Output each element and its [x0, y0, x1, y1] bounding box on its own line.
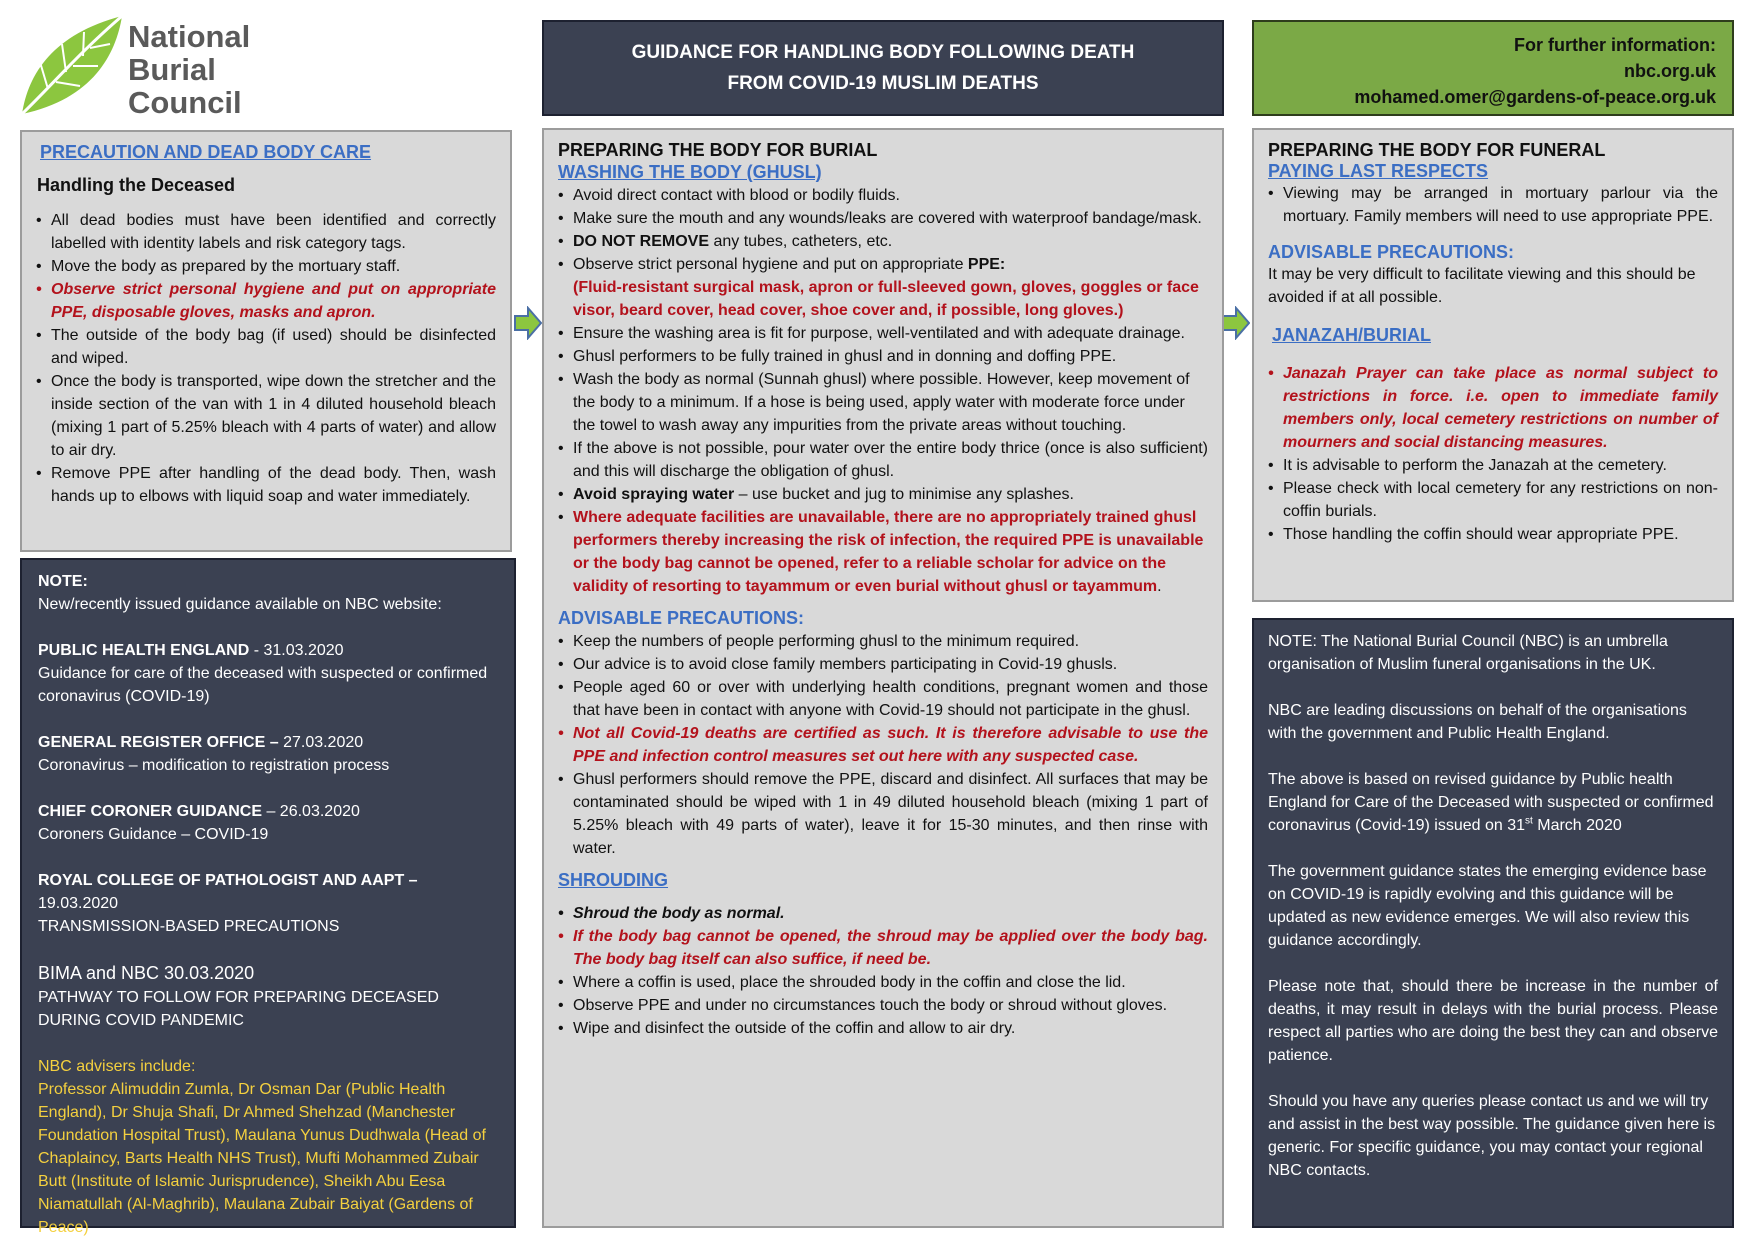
page-title-line2: FROM COVID-19 MUSLIM DEATHS [727, 73, 1039, 94]
list-item: • Avoid direct contact with blood or bodily fluids. [558, 184, 1208, 207]
precaution-heading[interactable]: PRECAUTION AND DEAD BODY CARE [40, 142, 372, 162]
list-item: • Viewing may be arranged in mortuary parlour via the mortuary. Family members will need to use appropriate PPE. [1268, 182, 1718, 228]
funeral-advisable-heading: ADVISABLE PRECAUTIONS: [1268, 242, 1515, 262]
page-title-banner [542, 20, 1224, 116]
note-intro: New/recently issued guidance available on NBC website: [38, 596, 442, 613]
list-item: • Keep the numbers of people performing ghusl to the minimum required. [558, 630, 1208, 653]
list-item: • Make sure the mouth and any wounds/leaks are covered with waterproof bandage/mask. [558, 207, 1208, 230]
list-item: • Ghusl performers to be fully trained in ghusl and in donning and doffing PPE. [558, 345, 1208, 368]
guidance-bima[interactable]: BIMA and NBC 30.03.2020 [38, 963, 255, 983]
guidance-bima-desc: PATHWAY TO FOLLOW FOR PREPARING DECEASED DURING COVID PANDEMIC [38, 989, 439, 1029]
list-item: • Where adequate facilities are unavailable, there are no appropriately trained ghusl performers thereby increasing the risk of infection, the required PPE is unavailable or the body bag cannot be opened, refer to a reliable scholar for advice on the validity of resorting to tayammum or even burial without ghusl or tayammum. [558, 506, 1208, 598]
list-item: • Remove PPE after handling of the dead body. Then, wash hands up to elbows with liquid soap and water immediately. [36, 462, 496, 508]
list-item: • Janazah Prayer can take place as normal subject to restrictions in force. i.e. open to immediate family members only, local cemetery restrictions on number of mourners and social distancing measures. [1268, 362, 1718, 454]
nbc-logo [18, 14, 278, 120]
about-paragraph: NBC are leading discussions on behalf of the organisations with the government and Public Health England. [1268, 702, 1687, 742]
janazah-heading[interactable]: JANAZAH/BURIAL [1272, 325, 1431, 345]
shrouding-heading[interactable]: SHROUDING [558, 870, 669, 890]
washing-heading[interactable]: WASHING THE BODY (GHUSL) [558, 162, 822, 182]
advisers-list: Professor Alimuddin Zumla, Dr Osman Dar (Public Health England), Dr Shuja Shafi, Dr Ahmed Shehzad (Manchester Foundation Hospital Trust), Maulana Yunus Dudhwala (Head of Chaplaincy, Barts Health NHS Trust), Mufti Mohammed Zubair Butt (Institute of Islamic Jurisprudence), Sheikh Abu Eesa Niamatullah (Al-Maghrib), Maulana Zubair Baiyat (Gardens of Peace) [38, 1081, 486, 1236]
about-paragraph: Please note that, should there be increase in the number of deaths, it may result in delays with the burial process. Please respect all parties who are doing the best they can and observe patience. [1268, 978, 1718, 1064]
burial-advisable-heading: ADVISABLE PRECAUTIONS: [558, 608, 805, 628]
list-item: • People aged 60 or over with underlying health conditions, pregnant women and those that have been in contact with anyone with Covid-19 should not participate in the ghusl. [558, 676, 1208, 722]
about-paragraph: The government guidance states the emerging evidence base on COVID-19 is rapidly evolving and this guidance will be updated as new evidence emerges. We will also review this guidance accordingly. [1268, 863, 1707, 949]
funeral-panel [1252, 128, 1734, 602]
guidance-gro-desc: Coronavirus – modification to registration process [38, 757, 390, 774]
logo-text: National Burial Council [128, 19, 251, 120]
list-item: • Wipe and disinfect the outside of the coffin and allow to air dry. [558, 1017, 1208, 1040]
list-item: • The outside of the body bag (if used) should be disinfected and wiped. [36, 324, 496, 370]
email-link[interactable]: mohamed.omer@gardens-of-peace.org.uk [1354, 87, 1716, 107]
guidance-rcp-desc: TRANSMISSION-BASED PRECAUTIONS [38, 918, 340, 935]
respects-heading[interactable]: PAYING LAST RESPECTS [1268, 161, 1489, 181]
list-item: • Ghusl performers should remove the PPE, discard and disinfect. All surfaces that may be contaminated should be wiped with 1 in 49 diluted household bleach (mixing 1 part of 5.25% bleach with 49 parts of water), leave it for 15-30 minutes, and then rinse with water. [558, 768, 1208, 860]
list-item: • Once the body is transported, wipe down the stretcher and the inside section of the van with 1 in 4 diluted household bleach (mixing 1 part of 5.25% bleach with 4 parts of water) and allow to air dry. [36, 370, 496, 462]
guidance-phe[interactable]: PUBLIC HEALTH ENGLAND - 31.03.2020 [38, 642, 344, 659]
list-item: • Wash the body as normal (Sunnah ghusl) where possible. However, keep movement of the body to a minimum. If a hose is being used, apply water with moderate force under the towel to wash away any impurities from the private areas without touching. [558, 368, 1208, 437]
precaution-list [36, 209, 496, 508]
advisers-heading: NBC advisers include: [38, 1058, 196, 1075]
page-title-line1: GUIDANCE FOR HANDLING BODY FOLLOWING DEATH [631, 42, 1135, 63]
list-item: • If the above is not possible, pour water over the entire body thrice (once is also sufficient) and this will discharge the obligation of ghusl. [558, 437, 1208, 483]
about-paragraph: Should you have any queries please contact us and we will try and assist in the best way possible. The guidance given here is generic. For specific guidance, you may contact your regional NBC contacts. [1268, 1093, 1716, 1179]
respects-list [1268, 182, 1718, 228]
list-item: • Move the body as prepared by the mortuary staff. [36, 255, 496, 278]
funeral-heading: PREPARING THE BODY FOR FUNERAL [1268, 140, 1606, 160]
list-item: • Shroud the body as normal. [558, 902, 1208, 925]
list-item: • Observe PPE and under no circumstances touch the body or shroud without gloves. [558, 994, 1208, 1017]
about-paragraph: NOTE: The National Burial Council (NBC) is an umbrella organisation of Muslim funeral organisations in the UK. [1268, 633, 1668, 673]
list-item: • Not all Covid-19 deaths are certified as such. It is therefore advisable to use the PPE and infection control measures set out here with any suspected case. [558, 722, 1208, 768]
guidance-gro[interactable]: GENERAL REGISTER OFFICE – 27.03.2020 [38, 734, 364, 751]
list-item: • Avoid spraying water – use bucket and jug to minimise any splashes. [558, 483, 1208, 506]
arrow-right-icon [514, 306, 542, 340]
list-item: • Ensure the washing area is fit for purpose, well-ventilated and with adequate drainage. [558, 322, 1208, 345]
guidance-note-panel [20, 558, 516, 1236]
list-item: • Those handling the coffin should wear appropriate PPE. [1268, 523, 1718, 546]
guidance-coroner[interactable]: CHIEF CORONER GUIDANCE – 26.03.2020 [38, 803, 360, 820]
janazah-list [1268, 362, 1718, 546]
guidance-phe-desc: Guidance for care of the deceased with suspected or confirmed coronavirus (COVID-19) [38, 665, 488, 705]
list-item: • Observe strict personal hygiene and put on appropriate PPE: (Fluid-resistant surgical mask, apron or full-sleeved gown, gloves, goggles or face visor, beard cover, head cover, shoe cover and, if possible, long gloves.) [558, 253, 1208, 322]
list-item: • Please check with local cemetery for any restrictions on non-coffin burials. [1268, 477, 1718, 523]
list-item: • If the body bag cannot be opened, the shroud may be applied over the body bag. The body bag itself can also suffice, if need be. [558, 925, 1208, 971]
burial-advisable-list [558, 630, 1208, 860]
shrouding-list [558, 902, 1208, 1040]
about-paragraph: The above is based on revised guidance by Public health England for Care of the Deceased with suspected or confirmed coronavirus (Covid-19) issued on 31st March 2020 [1268, 771, 1714, 834]
precaution-panel [20, 130, 512, 552]
note-heading: NOTE: [38, 573, 88, 590]
guidance-coroner-desc: Coroners Guidance – COVID-19 [38, 826, 269, 843]
list-item: • Observe strict personal hygiene and put on appropriate PPE, disposable gloves, masks and apron. [36, 278, 496, 324]
list-item: • Our advice is to avoid close family members participating in Covid-19 ghusls. [558, 653, 1208, 676]
burial-panel [542, 128, 1224, 1228]
website-link[interactable]: nbc.org.uk [1623, 61, 1716, 81]
leaf-icon [18, 14, 128, 118]
contact-heading: For further information: [1514, 35, 1716, 55]
list-item: • DO NOT REMOVE any tubes, catheters, etc. [558, 230, 1208, 253]
list-item: • All dead bodies must have been identified and correctly labelled with identity labels and risk category tags. [36, 209, 496, 255]
guidance-rcp[interactable]: ROYAL COLLEGE OF PATHOLOGIST AND AAPT – 19.03.2020 [38, 872, 418, 912]
funeral-advisable-text: It may be very difficult to facilitate viewing and this should be avoided if at all possible. [1268, 266, 1696, 306]
list-item: • It is advisable to perform the Janazah at the cemetery. [1268, 454, 1718, 477]
contact-info-box [1252, 20, 1734, 116]
washing-list [558, 184, 1208, 598]
arrow-right-icon [1222, 306, 1250, 340]
list-item: • Where a coffin is used, place the shrouded body in the coffin and close the lid. [558, 971, 1208, 994]
burial-heading: PREPARING THE BODY FOR BURIAL [558, 140, 878, 160]
handling-subheading: Handling the Deceased [37, 175, 236, 195]
about-nbc-panel [1252, 618, 1734, 1228]
